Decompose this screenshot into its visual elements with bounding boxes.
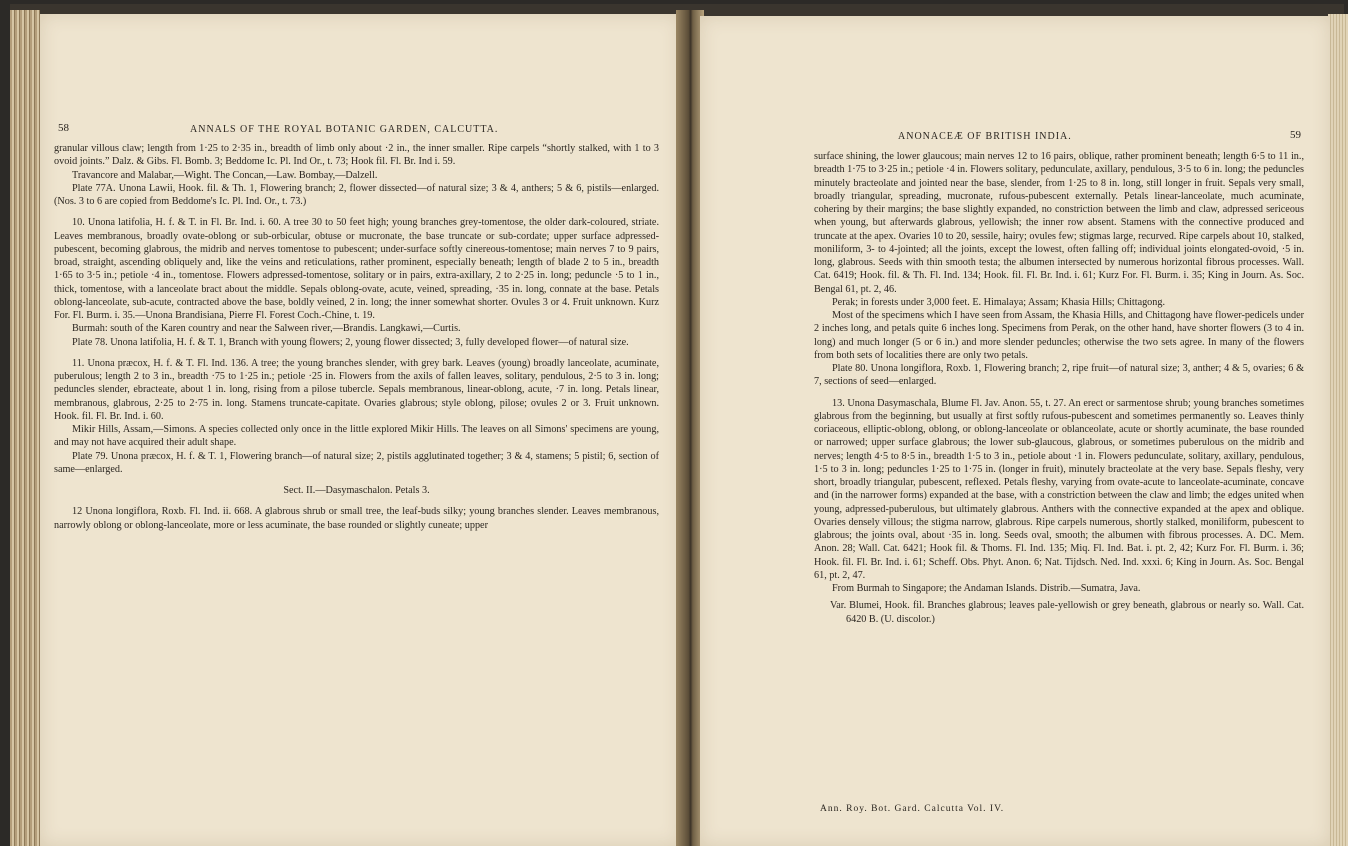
paragraph: Plate 80. Unona longiflora, Roxb. 1, Flowering branch; 2, ripe fruit—of natural size; 3, anther; 4 & 5, ovaries; 6 & 7, sections of seed—enlarged. <box>814 363 1304 388</box>
running-head-left: ANNALS OF THE ROYAL BOTANIC GARDEN, CALCUTTA. <box>190 124 499 135</box>
left-page <box>40 14 680 846</box>
page-edges-left <box>10 10 40 846</box>
page-number-left: 58 <box>58 122 69 134</box>
paragraph: Burmah: south of the Karen country and near the Salween river,—Brandis. Langkawi,—Curtis. <box>72 323 461 335</box>
journal-footer: Ann. Roy. Bot. Gard. Calcutta Vol. IV. <box>820 804 1005 814</box>
left-text-block <box>54 142 659 532</box>
paragraph: Perak; in forests under 3,000 feet. E. Himalaya; Assam; Khasia Hills; Chittagong. <box>832 296 1166 308</box>
right-text-block <box>814 150 1304 626</box>
right-page <box>700 16 1330 846</box>
paragraph: 13. Unona Dasymaschala, Blume Fl. Jav. Anon. 55, t. 27. An erect or sarmentose shrub; young branches sometimes glabrous from the beginning, but usually at first softly rufous-pubescent and sometimes permanently so. Leaves thinly coriaceous, elliptic-oblong, oblong, or oblong-lanceolate or oblanceolate, acute or shortly acuminate, the base rounded or narrowed; upper surface glabrous; the lower sub-glaucous, glabrous, or sometimes puberulous on the midrib and nerves; length 4·5 to 8·5 in., breadth 1·5 to 3 in., petiole about ·1 in. Flowers pedunculate, solitary, axillary, pendulous, 1·5 to 3 in. long; peduncles 1·25 to 1·75 in. (longer in fruit), minutely bracteolate at the very base. Sepals fleshy, very short, broadly triangular, pubescent, reflexed. Petals fleshy, varying from ovate-acute to lanceolate-acuminate, concave and (in the narrower forms) expanded at the base, with a constriction between the claw and limb; the edges united when young, adpressed-puberulous, but ultimately glabrous. Anthers with the connective expanded at the apex and oblique. Ovaries densely villous; the stigma narrow, glabrous. Ripe carpels numerous, shortly stalked, moniliform, pubescent to glabrous; the joints oval, about ·35 in. long. Seeds oval, smooth; the albumen with fibrous processes. A. DC. Mem. Anon. 28; Wall. Cat. 6421; Hook fil. & Thoms. Fl. Ind. 135; Miq. Fl. Ind. Bat. i. pt. 2, 42; Kurz For. Fl. Burm. i. 36; Hook. fil. Fl. Br. Ind. i. 61; Scheff. Obs. Phyt. Anon. 6; Nat. Tijdsch. Ned. Ind. xxxi. 6; King in Journ. As. Soc. Bengal 61, pt. 2, 47. <box>814 397 1304 581</box>
paragraph: Plate 77A. Unona Lawii, Hook. fil. & Th. 1, Flowering branch; 2, flower dissected—of natural size; 3 & 4, anthers; 5 & 6, pistils—enlarged. (Nos. 3 to 6 are copied from Beddome's Ic. Pl. Ind. Or., t. 73.) <box>54 182 659 207</box>
paragraph: 10. Unona latifolia, H. f. & T. in Fl. Br. Ind. i. 60. A tree 30 to 50 feet high; young branches grey-tomentose, the older dark-coloured, striate. Leaves membranous, broadly ovate-oblong or sub-orbicular, obtuse or mucronate, the base truncate or sub-cordate; upper surface adpressed-pubescent, becoming glabrous, the midrib and nerves tomentose to pubescent; under-surface softly cinereous-tomentose; main nerves 7 to 9 pairs, broad, straight, ascending obliquely and, like the veins and reticulations, rather prominent, especially beneath; length of blade 2 to 5 in., breadth 1·65 to 3·5 in.; petiole ·4 in., tomentose. Flowers adpressed-tomentose, solitary or in pairs, extra-axillary, 2 to 2·25 in. long; peduncle ·5 to 1 in., thick, tomentose, with a lanceolate bract about the middle. Sepals oblong-ovate, acute, veined, spreading, ·35 in. long, connate at the base. Petals oblong-lanceolate, sub-acute, contracted above the base, boldly veined, 2 in. long; the inner somewhat shorter. Ovules 3 or 4. Fruit unknown. Kurz For. Fl. Burm. i. 35.—Unona Brandisiana, Pierre Fl. Forest Coch.-Chine, t. 19. <box>54 217 659 321</box>
page-number-right: 59 <box>1290 129 1301 141</box>
paragraph: Mikir Hills, Assam,—Simons. A species collected only once in the little explored Mikir Hills. The leaves on all Simons' specimens are young, and may not have acquired their adult shape. <box>54 424 659 449</box>
paragraph: Most of the specimens which I have seen from Assam, the Khasia Hills, and Chittagong have flower-pedicels under 2 inches long, and petals quite 6 inches long. Specimens from Perak, on the other hand, have shorter flowers (3 to 4 in. long) and much longer (5 or 6 in.) and more slender peduncles; otherwise the two sets agree. In many of the flowers from both sets of localities there are only two petals. <box>814 310 1304 361</box>
paragraph: Travancore and Malabar,—Wight. The Concan,—Law. Bombay,—Dalzell. <box>72 169 378 181</box>
paragraph: Var. Blumei, Hook. fil. Branches glabrous; leaves pale-yellowish or grey beneath, glabrous or nearly so. Wall. Cat. 6420 B. (U. discolor.) <box>830 600 1304 625</box>
paragraph: Sect. II.—Dasymaschalon. Petals 3. <box>283 485 430 496</box>
paragraph: 11. Unona præcox, H. f. & T. Fl. Ind. 136. A tree; the young branches slender, with grey bark. Leaves (young) broadly lanceolate, acuminate, puberulous; length 2 to 3 in., breadth ·75 to 1·25 in.; petiole ·25 in. Flowers from the axils of fallen leaves, solitary, pendulous, 2·5 to 3 in. long; peduncles slender, ebracteate, about 1 in. long, rising from a pilose tubercle. Sepals membranous, linear-oblong, acute, ·7 in. long. Petals linear, membranous, glabrous, 2·25 to 2·75 in. long. Stamens truncate-capitate. Ovaries glabrous; style oblong, pilose; ovules 2 or 3. Fruit unknown. Hook. fil. Fl. Br. Ind. i. 60. <box>54 357 659 422</box>
paragraph: From Burmah to Singapore; the Andaman Islands. Distrib.—Sumatra, Java. <box>832 583 1141 594</box>
paragraph: 12 Unona longiflora, Roxb. Fl. Ind. ii. 668. A glabrous shrub or small tree, the leaf-buds silky; young branches slender. Leaves membranous, narrowly oblong or oblong-lanceolate, more or less acuminate, the base rounded or slightly cuneate; upper <box>54 506 659 531</box>
paragraph: Plate 79. Unona præcox, H. f. & T. 1, Flowering branch—of natural size; 2, pistils agglutinated together; 3 & 4, stamens; 5 pistil; 6, section of same—enlarged. <box>54 450 659 475</box>
page-edges-right <box>1328 14 1348 846</box>
paragraph: granular villous claw; length from 1·25 to 2·35 in., breadth of limb only about ·2 in., the inner smaller. Ripe carpels “shortly stalked, with 1 to 3 ovoid joints.” Dalz. & Gibs. Fl. Bomb. 3; Beddome Ic. Pl. Ind Or., t. 73; Hook fil. Fl. Br. Ind i. 59. <box>54 143 659 168</box>
running-head-right: ANONACEÆ OF BRITISH INDIA. <box>898 131 1072 142</box>
paragraph: surface shining, the lower glaucous; main nerves 12 to 16 pairs, oblique, rather prominent beneath; length 6·5 to 11 in., breadth 1·75 to 3·25 in.; petiole ·4 in. Flowers solitary, pedunculate, axillary, pendulous, 3·5 to 6 in. long; the peduncles minutely bracteolate and jointed near the base, slender, from 1·25 to 8 in. long, still longer in fruit. Sepals very small, broadly triangular, spreading, mucronate, rufous-pubescent externally. Petals linear-lanceolate, much acuminate, cohering by their margins; the base slightly expanded, no constriction between the limb and claw, adpressed sericeous when young, but afterwards glabrous, yellowish; the inner row absent. Stamens with the connective produced and truncate at the apex. Ovaries 10 to 20, sessile, hairy; ovules few; stigmas large, recurved. Ripe carpels about 10, stalked, moniliform, 3- to 4-jointed; all the joints, except the lowest, often falling off; individual joints elongated-ovoid, ·5 in. long, glabrous. Seeds with thin smooth testa; the albumen intersected by numerous horizontal fibrous processes. Wall. Cat. 6419; Hook. fil. & Th. Fl. Ind. 134; Hook. fil. Fl. Br. Ind. i. 61; Kurz For. Fl. Burm. i. 35; King in Journ. As. Soc. Bengal 61, pt. 2, 46. <box>814 151 1304 295</box>
paragraph: Plate 78. Unona latifolia, H. f. & T. 1, Branch with young flowers; 2, young flower dissected; 3, fully developed flower—of natural size. <box>72 336 629 348</box>
